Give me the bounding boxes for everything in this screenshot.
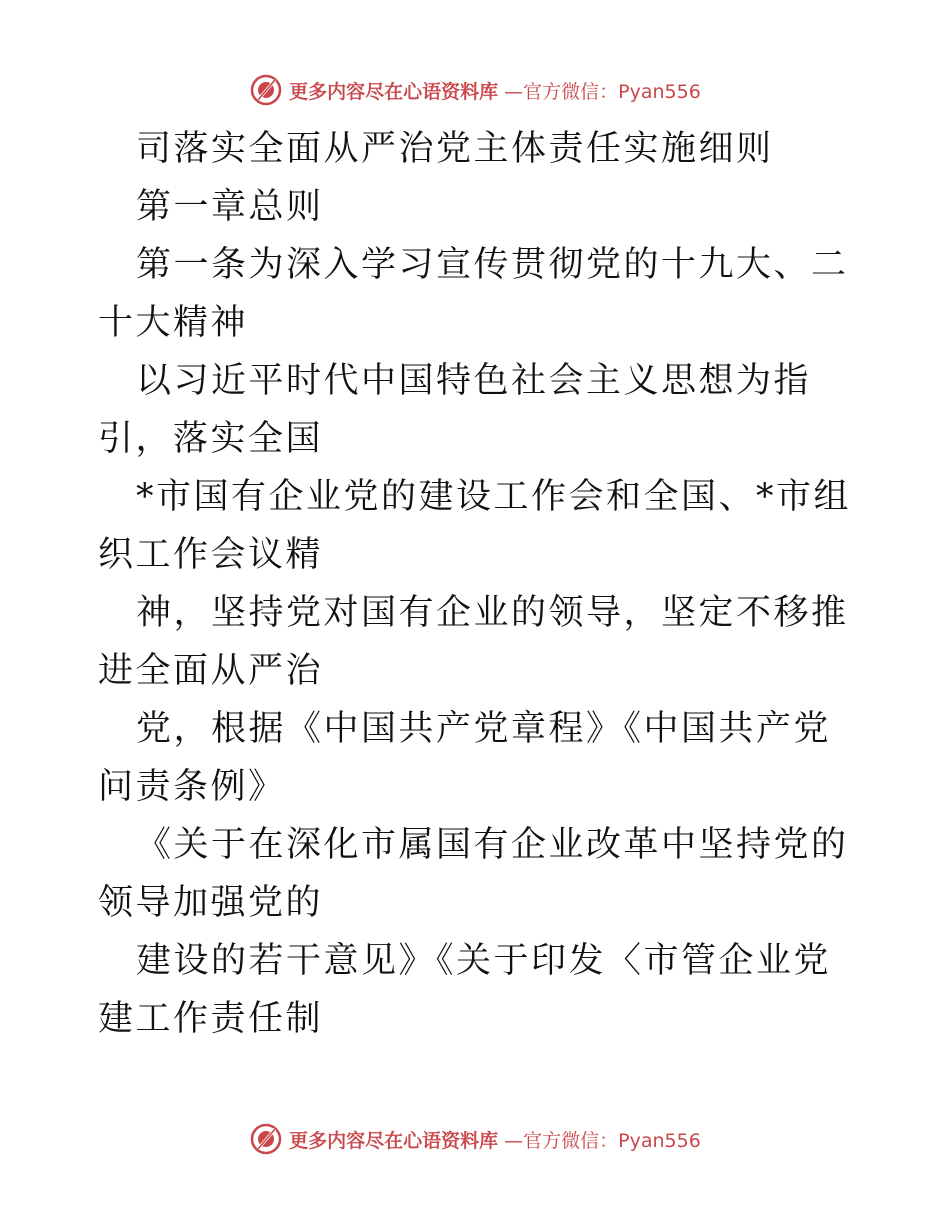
paragraph-1: 司落实全面从严治党主体责任实施细则 xyxy=(136,129,774,169)
footer-title: 更多内容尽在心语资料库 xyxy=(289,1129,499,1152)
header-banner xyxy=(0,70,950,110)
document-body xyxy=(98,120,858,1048)
paragraph-3: 第一条为深入学习宣传贯彻党的十九大、二十大精神 xyxy=(98,245,849,343)
header-contact: —官方微信：Pyan556 xyxy=(504,80,701,103)
paragraph-6: 神，坚持党对国有企业的领导，坚定不移推进全面从严治 xyxy=(98,593,849,691)
seal-logo-icon xyxy=(249,1122,283,1156)
footer-contact: —官方微信：Pyan556 xyxy=(504,1129,701,1152)
header-title: 更多内容尽在心语资料库 xyxy=(289,80,499,103)
paragraph-9: 建设的若干意见》《关于印发〈市管企业党建工作责任制 xyxy=(98,941,832,1039)
paragraph-7: 党，根据《中国共产党章程》《中国共产党问责条例》 xyxy=(98,709,832,807)
footer-banner xyxy=(0,1119,950,1159)
seal-logo-icon xyxy=(249,73,283,107)
paragraph-5: *市国有企业党的建设工作会和全国、*市组织工作会议精 xyxy=(98,477,852,575)
paragraph-4: 以习近平时代中国特色社会主义思想为指引，落实全国 xyxy=(98,361,812,459)
paragraph-2: 第一章总则 xyxy=(136,187,324,227)
paragraph-8: 《关于在深化市属国有企业改革中坚持党的领导加强党的 xyxy=(98,825,849,923)
